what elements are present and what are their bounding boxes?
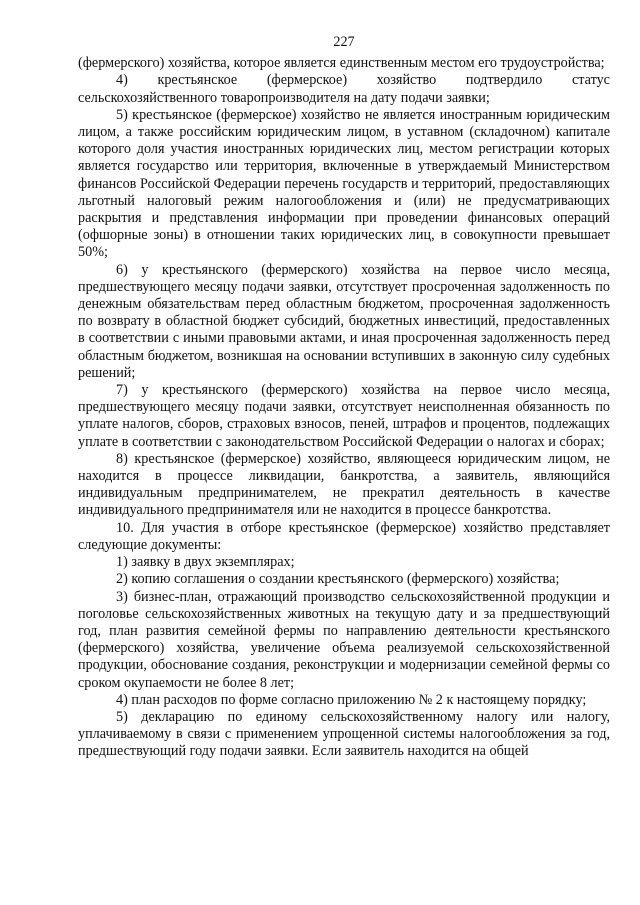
paragraph: 3) бизнес-план, отражающий производство сельскохозяйственной продукции и поголовье сельскохозяйственных животных на текущую дату и за предшествующий год, план развития семейной фермы по направлению деятельности крестьянского (фермерского) хозяйства, увеличение объема реализуемой сельскохозяйственной продукции, обоснование создания, реконструкции и модернизации семейной фермы со сроком окупаемости не более 8 лет;	[78, 588, 610, 691]
paragraph: 4) крестьянское (фермерское) хозяйство подтвердило статус сельскохозяйственного товаропроизводителя на дату подачи заявки;	[78, 72, 610, 106]
document-page	[78, 34, 610, 761]
document-body	[78, 55, 610, 760]
paragraph: 5) декларацию по единому сельскохозяйственному налогу или налогу, уплачиваемому в связи с применением упрощенной системы налогообложения за год, предшествующий году подачи заявки. Если заявитель находится на общей	[78, 708, 610, 760]
paragraph: 1) заявку в двух экземплярах;	[116, 554, 295, 571]
paragraph: 7) у крестьянского (фермерского) хозяйства на первое число месяца, предшествующего месяцу подачи заявки, отсутствует неисполненная обязанность по уплате налогов, сборов, страховых взносов, пеней, штрафов и процентов, подлежащих уплате в соответствии с законодательством Российской Федерации о налогах и сборах;	[78, 382, 610, 450]
paragraph: 10. Для участия в отборе крестьянское (фермерское) хозяйство представляет следующие документы:	[78, 519, 610, 553]
paragraph: 8) крестьянское (фермерское) хозяйство, являющееся юридическим лицом, не находится в процессе ликвидации, банкротства, а заявитель, являющийся индивидуальным предпринимателем, не прекратил деятельность в качестве индивидуального предпринимателя или не находится в процессе банкротства.	[78, 450, 610, 519]
paragraph: (фермерского) хозяйства, которое является единственным местом его трудоустройства;	[78, 55, 605, 72]
page-number: 227	[333, 34, 355, 50]
paragraph: 6) у крестьянского (фермерского) хозяйства на первое число месяца, предшествующего месяцу подачи заявки, отсутствует просроченная задолженность по денежным обязательствам перед областным бюджетом, просроченная задолженность по возврату в областной бюджет субсидий, бюджетных инвестиций, предоставленных в соответствии с иными правовыми актами, и иная просроченная задолженность перед областным бюджетом, возникшая на основании вступивших в законную силу судебных решений;	[78, 261, 610, 381]
paragraph: 5) крестьянское (фермерское) хозяйство не является иностранным юридическим лицом, а также российским юридическим лицом, в уставном (складочном) капитале которого доля участия иностранных юридических лиц, местом регистрации которых является государство или территория, включенные в утверждаемый Министерством финансов Российской Федерации перечень государств и территорий, предоставляющих льготный налоговый режим налогообложения и (или) не предусматривающих раскрытия и представления информации при проведении финансовых операций (офшорные зоны) в отношении таких юридических лиц, в совокупности превышает 50%;	[78, 106, 610, 261]
paragraph: 4) план расходов по форме согласно приложению № 2 к настоящему порядку;	[116, 691, 587, 708]
paragraph: 2) копию соглашения о создании крестьянского (фермерского) хозяйства;	[116, 571, 560, 588]
